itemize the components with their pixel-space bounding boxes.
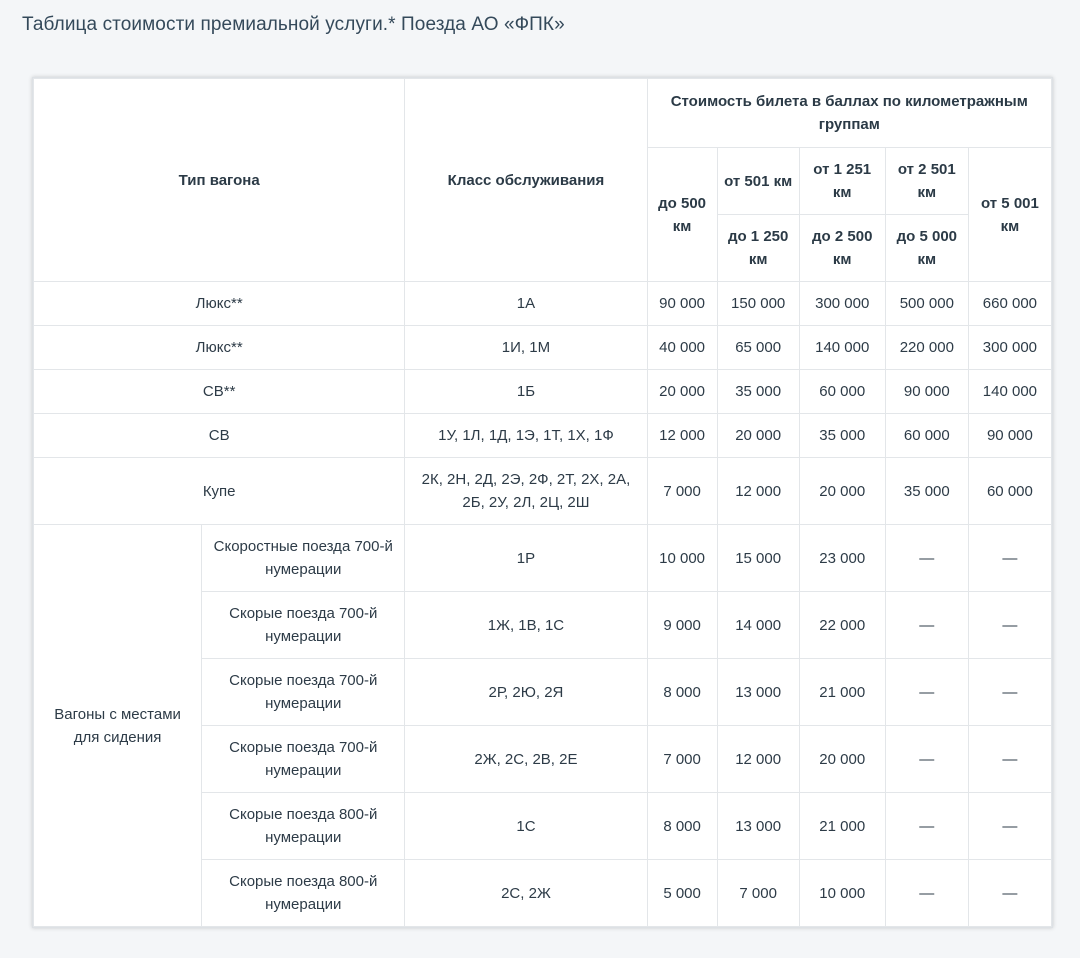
price-cell: 10 000 xyxy=(647,525,717,592)
price-cell: — xyxy=(885,592,968,659)
price-cell: 21 000 xyxy=(799,793,885,860)
price-cell: 300 000 xyxy=(799,282,885,326)
price-cell: 14 000 xyxy=(717,592,799,659)
header-car-type: Тип вагона xyxy=(34,79,405,282)
price-cell: 13 000 xyxy=(717,659,799,726)
price-cell: — xyxy=(885,525,968,592)
car-type-cell: Купе xyxy=(34,458,405,525)
table-row xyxy=(34,458,1052,525)
price-cell: 500 000 xyxy=(885,282,968,326)
price-cell: — xyxy=(968,726,1051,793)
price-cell: — xyxy=(968,860,1051,927)
price-cell: 8 000 xyxy=(647,793,717,860)
price-cell: 7 000 xyxy=(717,860,799,927)
price-cell: 12 000 xyxy=(717,458,799,525)
header-from-5001: от 5 001 км xyxy=(968,148,1051,282)
price-cell: 140 000 xyxy=(799,326,885,370)
price-cell: — xyxy=(885,726,968,793)
service-class-cell: 1Р xyxy=(405,525,647,592)
price-cell: 150 000 xyxy=(717,282,799,326)
train-subtype-cell: Скоростные поезда 700-й нумерации xyxy=(202,525,405,592)
price-cell: 300 000 xyxy=(968,326,1051,370)
price-cell: 220 000 xyxy=(885,326,968,370)
service-class-cell: 1У, 1Л, 1Д, 1Э, 1Т, 1Х, 1Ф xyxy=(405,414,647,458)
price-cell: 22 000 xyxy=(799,592,885,659)
service-class-cell: 2С, 2Ж xyxy=(405,860,647,927)
table-row xyxy=(34,370,1052,414)
page-title: Таблица стоимости премиальной услуги.* Поезда АО «ФПК» xyxy=(22,14,565,35)
price-cell: 65 000 xyxy=(717,326,799,370)
price-cell: 12 000 xyxy=(647,414,717,458)
price-cell: 15 000 xyxy=(717,525,799,592)
train-subtype-cell: Скорые поезда 700-й нумерации xyxy=(202,659,405,726)
price-cell: — xyxy=(885,659,968,726)
price-cell: — xyxy=(968,592,1051,659)
service-class-cell: 2Ж, 2С, 2В, 2Е xyxy=(405,726,647,793)
car-type-cell: Люкс** xyxy=(34,282,405,326)
price-cell: 20 000 xyxy=(799,726,885,793)
header-to-1250: до 1 250 км xyxy=(717,215,799,282)
train-subtype-cell: Скорые поезда 800-й нумерации xyxy=(202,793,405,860)
header-up-to-500: до 500 км xyxy=(647,148,717,282)
car-type-cell: СВ xyxy=(34,414,405,458)
header-to-2500: до 2 500 км xyxy=(799,215,885,282)
car-type-cell: СВ** xyxy=(34,370,405,414)
header-cost-group: Стоимость билета в баллах по километражным группам xyxy=(647,79,1051,148)
table-row xyxy=(34,282,1052,326)
service-class-cell: 2К, 2Н, 2Д, 2Э, 2Ф, 2Т, 2Х, 2А, 2Б, 2У, 2Л, 2Ц, 2Ш xyxy=(405,458,647,525)
header-from-1251: от 1 251 км xyxy=(799,148,885,215)
price-cell: 60 000 xyxy=(968,458,1051,525)
price-cell: — xyxy=(968,659,1051,726)
price-cell: — xyxy=(968,793,1051,860)
seated-group-cell: Вагоны с местами для сидения xyxy=(34,525,202,927)
price-cell: 7 000 xyxy=(647,726,717,793)
table-row xyxy=(34,414,1052,458)
price-cell: 90 000 xyxy=(968,414,1051,458)
price-cell: 12 000 xyxy=(717,726,799,793)
price-cell: 35 000 xyxy=(799,414,885,458)
price-cell: 9 000 xyxy=(647,592,717,659)
header-to-5000: до 5 000 км xyxy=(885,215,968,282)
service-class-cell: 1Б xyxy=(405,370,647,414)
service-class-cell: 1А xyxy=(405,282,647,326)
service-class-cell: 1С xyxy=(405,793,647,860)
header-service-class: Класс обслуживания xyxy=(405,79,647,282)
price-table-card xyxy=(32,77,1053,928)
price-cell: 660 000 xyxy=(968,282,1051,326)
price-cell: 35 000 xyxy=(717,370,799,414)
table-row xyxy=(34,525,1052,592)
price-cell: 35 000 xyxy=(885,458,968,525)
price-cell: 7 000 xyxy=(647,458,717,525)
price-cell: — xyxy=(885,793,968,860)
price-cell: 90 000 xyxy=(647,282,717,326)
price-cell: 20 000 xyxy=(717,414,799,458)
car-type-cell: Люкс** xyxy=(34,326,405,370)
price-cell: 140 000 xyxy=(968,370,1051,414)
service-class-cell: 2Р, 2Ю, 2Я xyxy=(405,659,647,726)
price-cell: — xyxy=(968,525,1051,592)
price-cell: 8 000 xyxy=(647,659,717,726)
price-cell: 40 000 xyxy=(647,326,717,370)
price-cell: 60 000 xyxy=(799,370,885,414)
header-from-2501: от 2 501 км xyxy=(885,148,968,215)
header-from-501: от 501 км xyxy=(717,148,799,215)
price-cell: 10 000 xyxy=(799,860,885,927)
price-cell: 21 000 xyxy=(799,659,885,726)
price-cell: 13 000 xyxy=(717,793,799,860)
train-subtype-cell: Скорые поезда 700-й нумерации xyxy=(202,726,405,793)
price-cell: 60 000 xyxy=(885,414,968,458)
train-subtype-cell: Скорые поезда 700-й нумерации xyxy=(202,592,405,659)
price-cell: 5 000 xyxy=(647,860,717,927)
train-subtype-cell: Скорые поезда 800-й нумерации xyxy=(202,860,405,927)
price-cell: — xyxy=(885,860,968,927)
price-cell: 20 000 xyxy=(799,458,885,525)
price-cell: 90 000 xyxy=(885,370,968,414)
service-class-cell: 1И, 1М xyxy=(405,326,647,370)
service-class-cell: 1Ж, 1В, 1С xyxy=(405,592,647,659)
table-row xyxy=(34,326,1052,370)
price-cell: 20 000 xyxy=(647,370,717,414)
price-cell: 23 000 xyxy=(799,525,885,592)
price-table xyxy=(33,78,1052,927)
